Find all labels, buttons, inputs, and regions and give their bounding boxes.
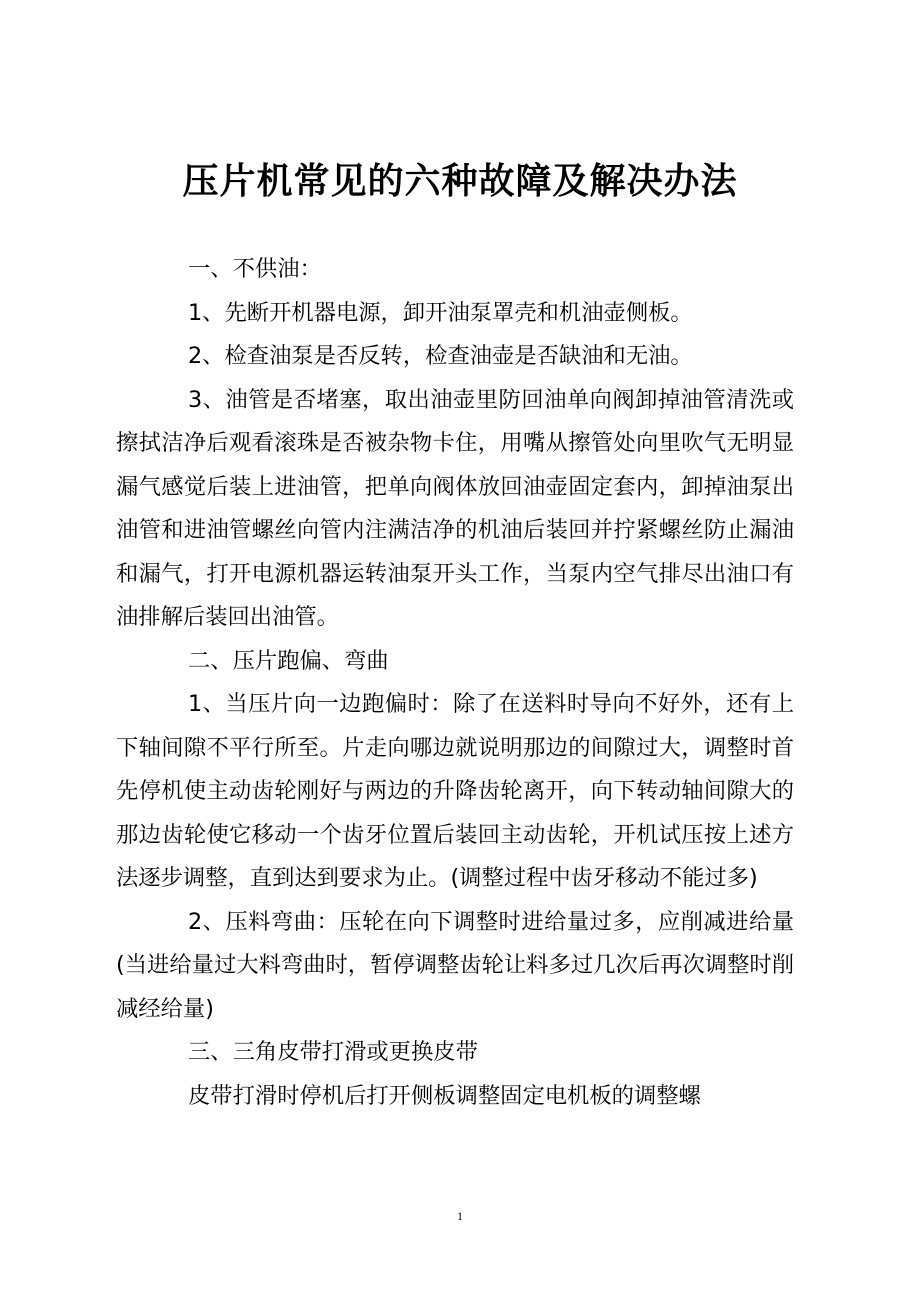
section-heading-belt-slipping: 三、三角皮带打滑或更换皮带	[188, 1039, 478, 1065]
list-item: 3、油管是否堵塞，取出油壶里防回油单向阀卸掉油管清洗或擦拭洁净后观看滚珠是否被杂物卡住，用嘴从擦管处向里吹气无明显漏气感觉后装上进油管，把单向阀体放回油壶固定套内，卸掉油泵出油管和进油管螺丝向管内注满洁净的机油后装回并拧紧螺丝防止漏油和漏气，打开电源机器运转油泵开头工作，当泵内空气排尽出油口有油排解后装回出油管。	[116, 386, 794, 630]
list-item: 2、检查油泵是否反转，检查油壶是否缺油和无油。	[188, 343, 693, 369]
section-heading-sheet-deviation: 二、压片跑偏、弯曲	[188, 647, 389, 674]
page-number: 1	[457, 1209, 463, 1223]
list-item: 皮带打滑时停机后打开侧板调整固定电机板的调整螺	[188, 1082, 701, 1109]
document-body	[116, 248, 794, 1118]
list-item: 1、当压片向一边跑偏时：除了在送料时导向不好外，还有上下轴间隙不平行所至。片走向哪边就说明那边的间隙过大，调整时首先停机使主动齿轮刚好与两边的升降齿轮离开，向下转动轴间隙大的那边齿轮使它移动一个齿牙位置后装回主动齿轮，开机试压按上述方法逐步调整，直到达到要求为止。(调整过程中齿牙移动不能过多)	[116, 691, 794, 891]
list-item: 1、先断开机器电源，卸开油泵罩壳和机油壶侧板。	[188, 299, 693, 326]
section-heading-no-oil-supply: 一、不供油：	[188, 256, 322, 282]
document-title: 压片机常见的六种故障及解决办法	[182, 160, 738, 202]
list-item: 2、压料弯曲：压轮在向下调整时进给量过多，应削减进给量(当进给量过大料弯曲时，暂停调整齿轮让料多过几次后再次调整时削减经给量)	[116, 908, 794, 1022]
